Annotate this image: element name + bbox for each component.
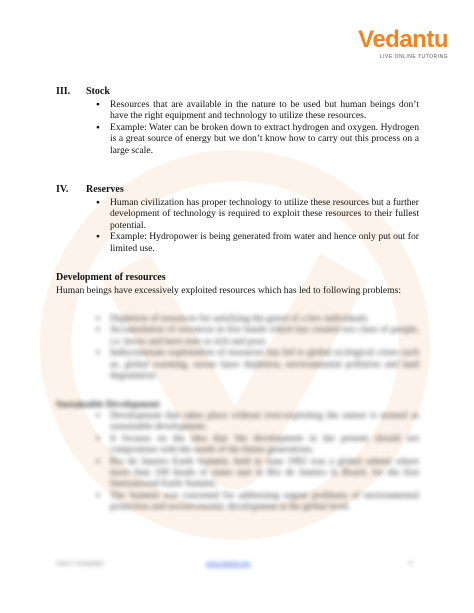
list-item: ● The Summit was convened for addressing urgent problems of environmental protection and socioeconomic development at the global level.	[96, 490, 419, 513]
development-bullet-list	[96, 313, 419, 381]
footer-page-number: 6	[408, 561, 412, 567]
sustainable-bullet-list	[96, 410, 419, 513]
list-item: ● Example: Hydropower is being generated from water and hence only put out for limited use.	[96, 231, 419, 254]
page-footer	[56, 561, 412, 567]
logo-wordmark: Vedantu	[358, 26, 448, 53]
section-title: Reserves	[86, 184, 124, 195]
section-title: Stock	[86, 86, 110, 97]
section-numeral: III.	[56, 86, 71, 97]
heading-development-of-resources: Development of resources	[56, 272, 166, 283]
list-item: ● Resources that are available in the nature to be used but human beings don’t have the right equipment and technology to utilize these resources.	[96, 99, 419, 122]
list-item: ● Development that takes place without ever-exploiting the nature is termed as sustainable development.	[96, 410, 419, 433]
vedantu-logo	[358, 28, 448, 60]
footer-class-label: Class X Geography	[56, 561, 104, 567]
footer-website-link[interactable]: www.vedantu.com	[206, 561, 251, 567]
heading-sustainable-development: Sustainable Development	[56, 399, 160, 410]
development-intro: Human beings have excessively exploited resources which has led to following problems:	[56, 285, 402, 296]
reserves-bullet-list	[96, 197, 419, 254]
list-item: ● Example: Water can be broken down to extract hydrogen and oxygen. Hydrogen is a great source of energy but we don’t know how to carry out this process on a large scale.	[96, 122, 419, 156]
list-item: ● Human civilization has proper technology to utilize these resources but a further development of technology is required to exploit these resources to their fullest potential.	[96, 197, 419, 231]
list-item: ● Accumulation of resources in few hands which has created two class of people, i.e. haves and have nots or rich and poor.	[96, 324, 419, 347]
list-item: ● Rio de Janeiro Earth Summit, held in June 1992 was a global submit where more than 100 heads of states met in Rio de Janeiro in Brazil, for the first International Earth Summit.	[96, 456, 419, 490]
section-numeral: IV.	[56, 184, 69, 195]
section-heading-reserves	[56, 184, 124, 195]
list-item: ● Indiscriminate exploitation of resources has led to global ecological crises such as, global warming, ozone layer depletion, environmental pollution and land degradation	[96, 347, 419, 381]
logo-tagline: LIVE ONLINE TUTORING	[379, 54, 448, 60]
stock-bullet-list	[96, 99, 419, 156]
list-item: ● Depletion of resources for satisfying the greed of a few individuals.	[96, 313, 419, 324]
section-heading-stock	[56, 86, 110, 97]
list-item: ● It focuses on the idea that 'the development in the present should not compromise with the needs of the future generations.	[96, 433, 419, 456]
